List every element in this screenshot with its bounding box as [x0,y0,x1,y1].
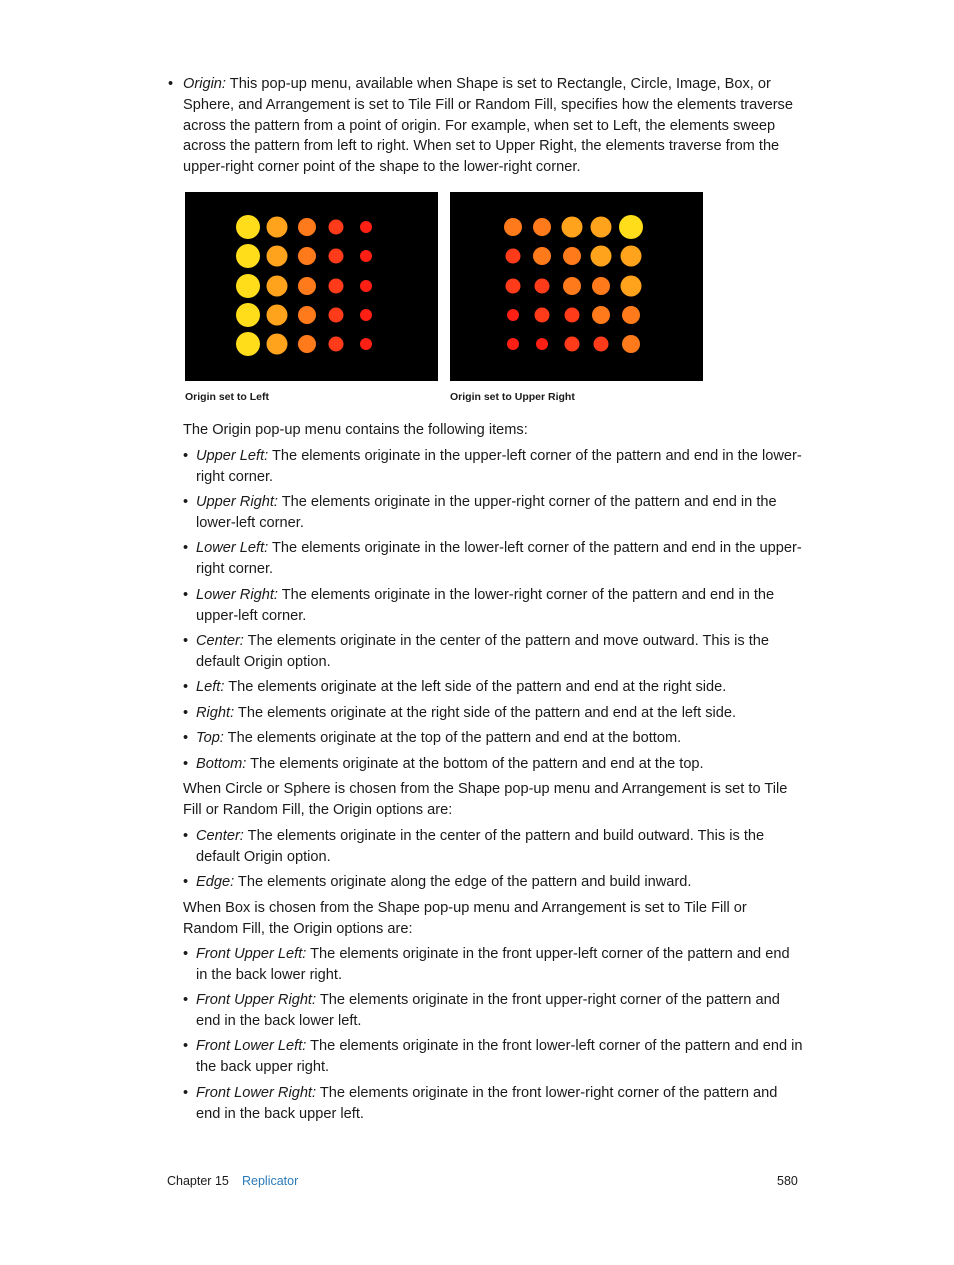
left-dot-r5-c4 [329,337,344,352]
upper-right-dot-r5-c1 [507,338,519,350]
left-dot-r1-c2 [267,217,288,238]
bullet: • [183,946,189,962]
left-dot-r4-c3 [298,306,316,324]
list-item-lower-right [183,585,803,627]
left-dot-r3-c3 [298,277,316,295]
caption-origin-left: Origin set to Left [185,391,269,403]
list-item-front-lower-left [183,1036,803,1078]
upper-right-dot-r5-c5 [622,335,640,353]
item-text: The elements originate at the bottom of the pattern and end at the top. [246,756,704,772]
upper-right-dot-r1-c1 [504,218,522,236]
left-dot-r2-c4 [329,249,344,264]
list-item-bottom [183,754,803,775]
bullet: • [183,633,189,649]
figure-origin-left [185,192,438,381]
item-text: The elements originate at the left side of the pattern and end at the right side. [224,679,727,695]
item-term: Upper Right: [196,494,278,510]
item-term: Front Lower Left: [196,1038,307,1054]
bullet: • [183,705,189,721]
lead-bullet: • [168,76,174,92]
upper-right-dot-r1-c2 [533,218,551,236]
upper-right-dot-r3-c2 [535,279,550,294]
caption-origin-upper-right: Origin set to Upper Right [450,391,575,403]
item-text: The elements originate in the upper-left corner of the pattern and end in the lower-right corner. [196,448,802,485]
bullet: • [183,756,189,772]
left-dot-r2-c5 [360,250,372,262]
left-dot-r2-c2 [267,246,288,267]
upper-right-dot-r4-c2 [535,308,550,323]
footer-chapter: Chapter 15 [167,1174,229,1188]
left-dot-r1-c4 [329,220,344,235]
item-text: The elements originate along the edge of the pattern and build inward. [234,874,692,890]
upper-right-dot-r2-c3 [563,247,581,265]
upper-right-dot-r4-c4 [592,306,610,324]
upper-right-dot-r3-c1 [506,279,521,294]
upper-right-dot-r3-c4 [592,277,610,295]
item-term: Lower Right: [196,587,278,603]
intro-box: When Box is chosen from the Shape pop-up menu and Arrangement is set to Tile Fill or Random Fill, the Origin options are: [183,900,747,937]
item-text: The elements originate at the right side of the pattern and end at the left side. [234,705,737,721]
bullet: • [183,992,189,1008]
bullet: • [183,730,189,746]
item-text: The elements originate in the front upper-left corner of the pattern and end in the back lower right. [196,946,790,983]
item-term: Top: [196,730,224,746]
list-item-upper-left [183,446,803,488]
list-item-front-upper-right [183,990,803,1032]
left-dot-r4-c2 [267,305,288,326]
upper-right-dot-r5-c3 [565,337,580,352]
upper-right-dot-r1-c3 [562,217,583,238]
left-dot-r3-c2 [267,276,288,297]
list-item-upper-right [183,492,803,534]
upper-right-dot-r1-c5 [619,215,643,239]
item-term: Front Upper Right: [196,992,317,1008]
left-dot-r3-c5 [360,280,372,292]
item-text: The elements originate in the upper-right corner of the pattern and end in the lower-left corner. [196,494,777,531]
left-dot-r2-c1 [236,244,260,268]
bullet: • [183,1085,189,1101]
upper-right-dot-r2-c2 [533,247,551,265]
item-text: The elements originate in the front upper-right corner of the pattern and end in the back lower left. [196,992,780,1029]
left-dot-r4-c4 [329,308,344,323]
left-dot-r4-c5 [360,309,372,321]
dot-grid-upper-right [450,192,703,381]
list-item-right [183,703,803,724]
figure-origin-upper-right [450,192,703,381]
list-item-left [183,677,803,698]
list-item-front-lower-right [183,1083,803,1125]
item-text: The elements originate at the top of the pattern and end at the bottom. [223,730,682,746]
footer-page-number: 580 [777,1174,798,1188]
item-text: The elements originate in the lower-right corner of the pattern and end in the upper-left corner. [196,587,775,624]
bullet: • [183,448,189,464]
left-dot-r1-c5 [360,221,372,233]
item-term: Upper Left: [196,448,269,464]
left-dot-r5-c1 [236,332,260,356]
origin-description [183,74,803,178]
item-text: The elements originate in the center of the pattern and build outward. This is the default Origin option. [196,828,765,865]
list-item-center-circle [183,826,803,868]
intro-origin-items: The Origin pop-up menu contains the following items: [183,422,528,438]
left-dot-r3-c4 [329,279,344,294]
left-dot-r2-c3 [298,247,316,265]
upper-right-dot-r2-c4 [591,246,612,267]
left-dot-r1-c1 [236,215,260,239]
origin-text: This pop-up menu, available when Shape is set to Rectangle, Circle, Image, Box, or Sphere, and Arrangement is set to Tile Fill or Random Fill, specifies how the elements traverse across the pattern from a point of origin. For example, when set to Left, the elements sweep across the pattern from left to right. When set to Upper Right, the elements traverse from the upper-right corner point of the shape to the lower-right corner. [183,76,793,176]
list-item-top [183,728,803,749]
dot-grid-left [185,192,438,381]
left-dot-r5-c3 [298,335,316,353]
item-text: The elements originate in the front lower-left corner of the pattern and end in the back upper right. [196,1038,803,1075]
item-term: Center: [196,828,244,844]
upper-right-dot-r2-c5 [621,246,642,267]
upper-right-dot-r3-c5 [621,276,642,297]
intro-circle-sphere: When Circle or Sphere is chosen from the Shape pop-up menu and Arrangement is set to Tile Fill or Random Fill, the Origin options are: [183,781,788,818]
bullet: • [183,540,189,556]
item-term: Center: [196,633,244,649]
bullet: • [183,874,189,890]
item-term: Front Lower Right: [196,1085,317,1101]
bullet: • [183,679,189,695]
list-item-center [183,631,803,673]
item-term: Lower Left: [196,540,269,556]
footer-section-link[interactable]: Replicator [242,1174,299,1188]
item-term: Edge: [196,874,235,890]
item-term: Right: [196,705,235,721]
list-item-lower-left [183,538,803,580]
upper-right-dot-r2-c1 [506,249,521,264]
item-term: Left: [196,679,225,695]
list-item-front-upper-left [183,944,803,986]
left-dot-r1-c3 [298,218,316,236]
item-text: The elements originate in the lower-left corner of the pattern and end in the upper-right corner. [196,540,802,577]
left-dot-r3-c1 [236,274,260,298]
list-item-edge [183,872,803,893]
bullet: • [183,828,189,844]
bullet: • [183,1038,189,1054]
item-term: Bottom: [196,756,247,772]
left-dot-r5-c2 [267,334,288,355]
left-dot-r5-c5 [360,338,372,350]
upper-right-dot-r5-c2 [536,338,548,350]
item-text: The elements originate in the front lower-right corner of the pattern and end in the back upper left. [196,1085,778,1122]
upper-right-dot-r3-c3 [563,277,581,295]
upper-right-dot-r4-c5 [622,306,640,324]
upper-right-dot-r1-c4 [591,217,612,238]
bullet: • [183,587,189,603]
upper-right-dot-r4-c3 [565,308,580,323]
bullet: • [183,494,189,510]
item-text: The elements originate in the center of the pattern and move outward. This is the default Origin option. [196,633,769,670]
upper-right-dot-r4-c1 [507,309,519,321]
left-dot-r4-c1 [236,303,260,327]
item-term: Front Upper Left: [196,946,307,962]
upper-right-dot-r5-c4 [594,337,609,352]
origin-term: Origin: [183,76,226,92]
